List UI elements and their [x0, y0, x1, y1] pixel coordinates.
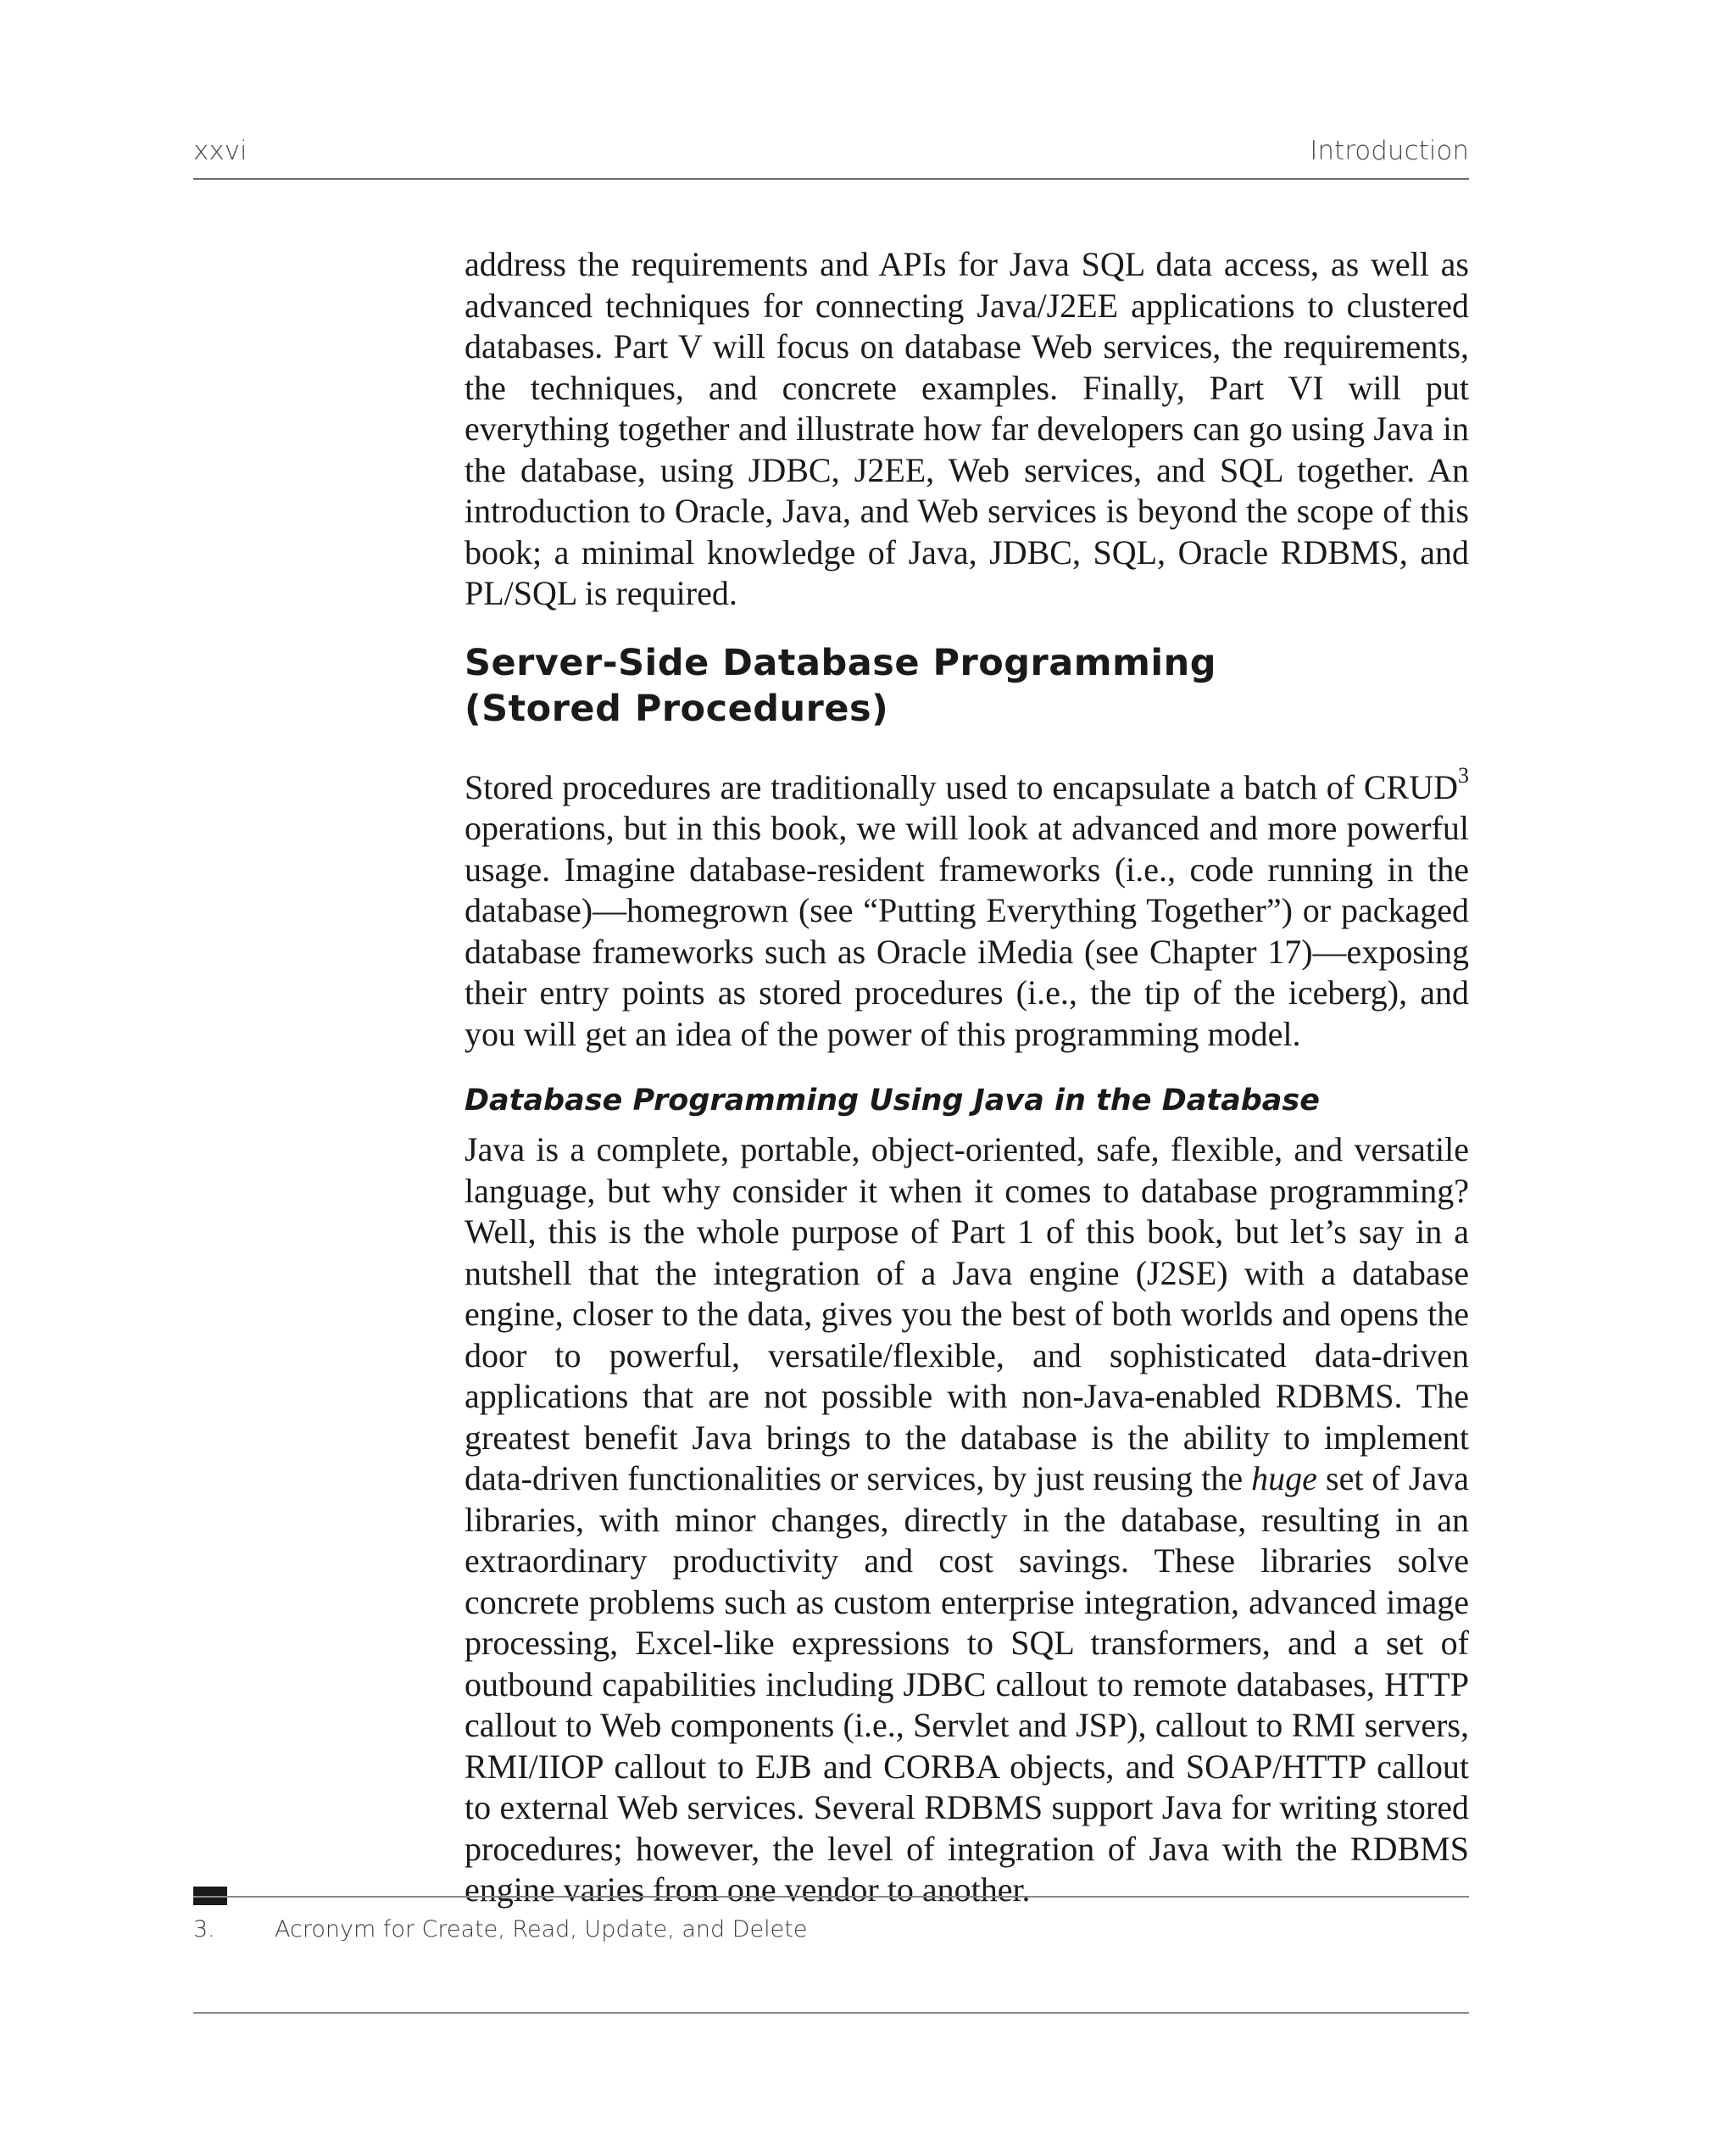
footnote-divider [193, 1896, 1469, 1898]
page-number: xxvi [193, 136, 248, 166]
section-heading [465, 640, 1469, 732]
running-head [193, 127, 1469, 180]
section-title: Introduction [1310, 136, 1469, 166]
stored-procedures-paragraph [465, 763, 1469, 1056]
footnote-number: 3. [193, 1916, 215, 1943]
java-text-end: set of Java libraries, with minor changes, directly in the database, resulting in an extraordinary productivity and cost savings. These libraries solve concrete problems such as custom enterprise integration, advanced image processing, Excel-like expressions to SQL transformers, and a set of outbound capabilities including JDBC callout to remote databases, HTTP callout to Web components (i.e., Servlet and JSP), callout to RMI servers, RMI/IIOP callout to EJB and CORBA objects, and SOAP/HTTP callout to external Web services. Several RDBMS support Java for writing stored procedures; however, the level of integration of Java with the RDBMS engine varies from one vendor to another. [465, 1459, 1469, 1909]
intro-paragraph: address the requirements and APIs for Java SQL data access, as well as advanced techniques for connecting Java/J2EE applications to clustered databases. Part V will focus on database Web services, the requirements, the techniques, and concrete examples. Finally, Part VI will put everything together and illustrate how far developers can go using Java in the database, using JDBC, J2EE, Web services, and SQL together. An introduction to Oracle, Java, and Web services is beyond the scope of this book; a minimal knowledge of Java, JDBC, SQL, Oracle RDBMS, and PL/SQL is required. [465, 245, 1469, 612]
stored-procedures-text-end: operations, but in this book, we will look at advanced and more powerful usage. Imagine database-resident frameworks (i.e., code running in the database)—homegrown (see “Putting Everything Together”) or packaged database frameworks such as Oracle iMedia (see Chapter 17)—exposing their entry points as stored procedures (i.e., the tip of the iceberg), and you will get an idea of the power of this programming model. [465, 809, 1469, 1053]
java-text-start: Java is a complete, portable, object-oriented, safe, flexible, and versatile language, but why consider it when it comes to database programming? Well, this is the whole purpose of Part 1 of this book, but let’s say in a nutshell that the integration of a Java engine (J2SE) with a database engine, closer to the data, gives you the best of both worlds and opens the door to powerful, versatile/flexible, and sophisticated data-driven applications that are not possible with non-Java-enabled RDBMS. The greatest benefit Java brings to the database is the ability to implement data-driven functionalities or services, by just reusing the [465, 1130, 1469, 1497]
section-heading-line-1: Server-Side Database Programming [465, 641, 1217, 684]
footnote [193, 1916, 807, 1943]
main-content [465, 244, 1469, 1911]
emphasis-huge: huge [1251, 1459, 1317, 1497]
footnote-text: Acronym for Create, Read, Update, and Delete [275, 1916, 808, 1943]
section-heading-line-2: (Stored Procedures) [465, 687, 889, 730]
subsection-heading: Database Programming Using Java in the Database [465, 1084, 1320, 1118]
java-paragraph [465, 1129, 1469, 1911]
footnote-reference: 3 [1458, 763, 1469, 789]
stored-procedures-text-start: Stored procedures are traditionally used to encapsulate a batch of CRUD [465, 767, 1458, 806]
bottom-divider [193, 2012, 1469, 2014]
